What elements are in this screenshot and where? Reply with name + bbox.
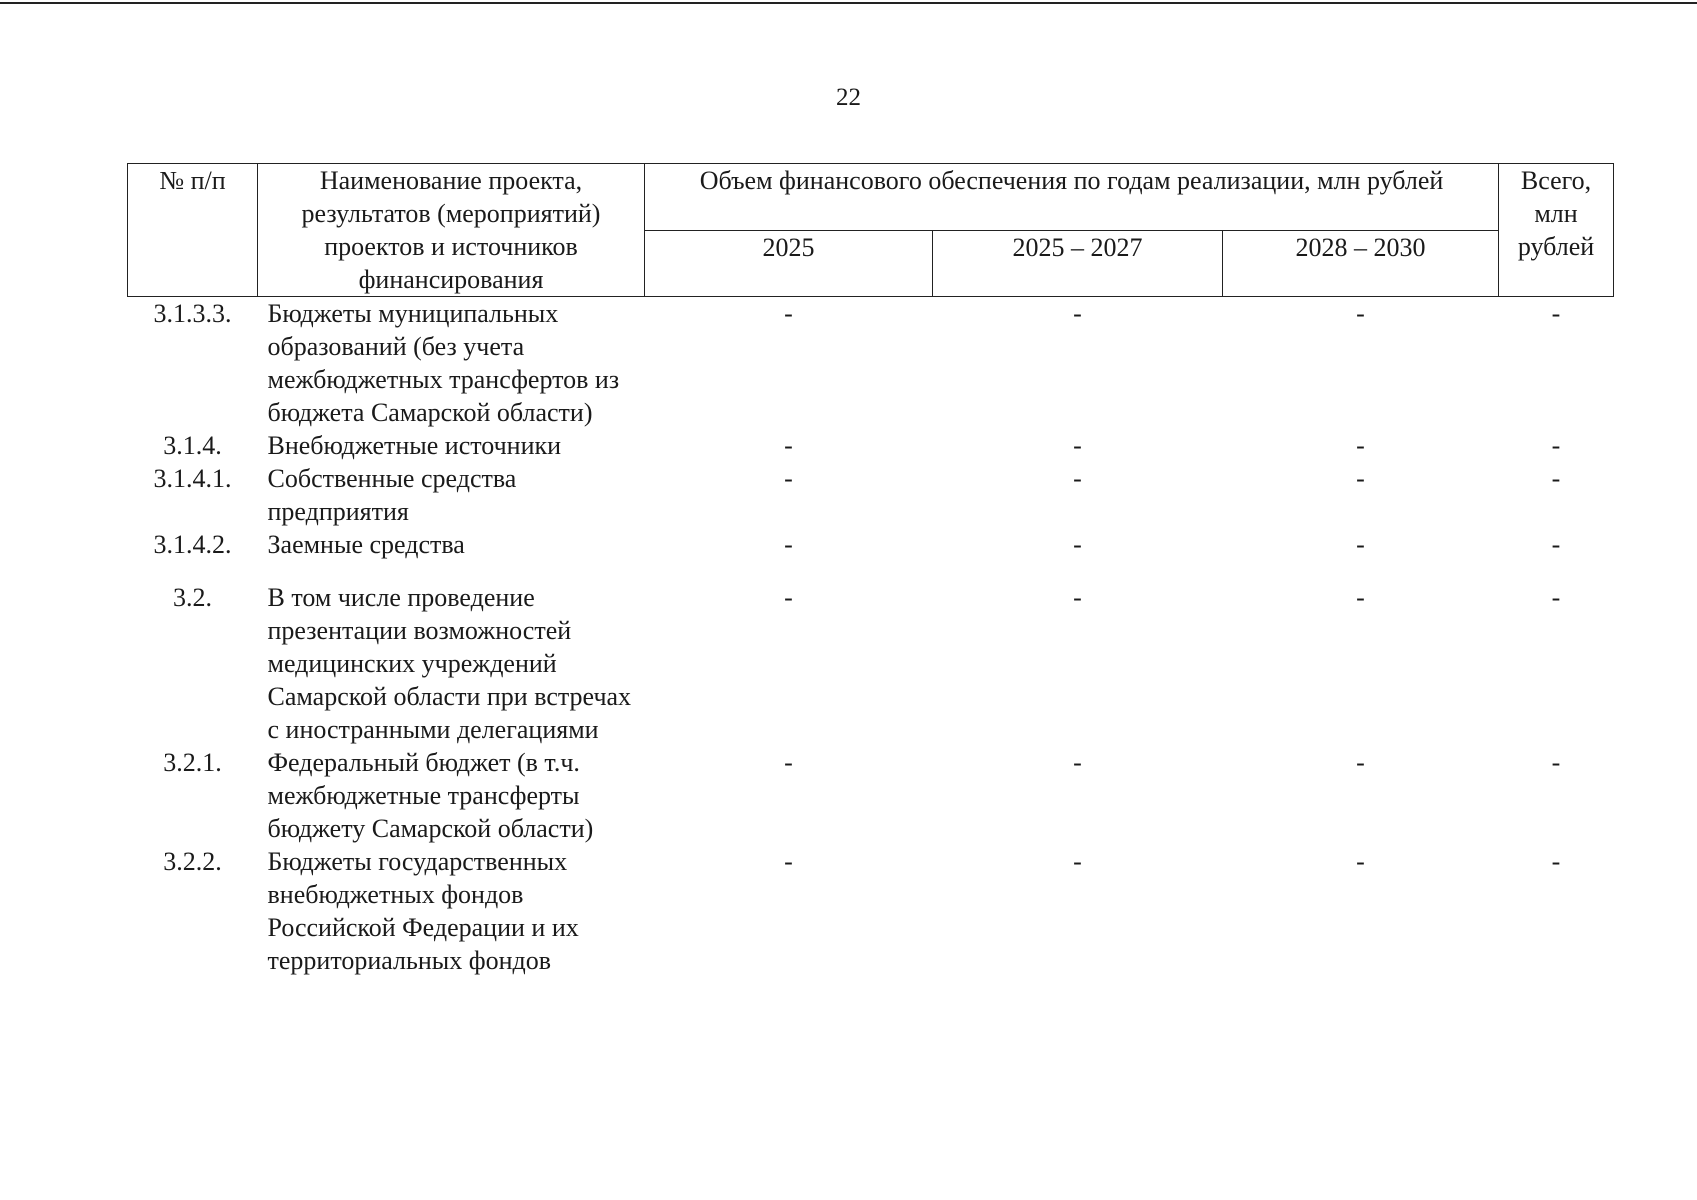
row-number: 3.1.4.1. [153,464,232,493]
row-number: 3.2.1. [163,748,222,777]
row-total: - [1551,583,1561,612]
header-total: Всего, млн рублей [1499,164,1614,297]
page-number: 22 [836,84,861,111]
row-number: 3.2. [173,583,212,612]
row-value-2025: - [784,464,793,493]
row-name: Собственные средства предприятия [267,464,517,526]
header-years-2028-2030: 2028 – 2030 [1223,230,1499,297]
row-number: 3.1.3.3. [153,299,232,328]
row-name: В том числе проведение презентации возможностей медицинских учреждений Самарской области при встречах с иностранными делегациями [267,583,632,744]
row-value-2028-2030: - [1356,530,1365,559]
table-body [128,297,1614,978]
header-name: Наименование проекта, результатов (мероприятий) проектов и источников финансирования [258,164,645,297]
header-years-2025-2027: 2025 – 2027 [933,230,1223,297]
row-value-2028-2030: - [1356,748,1365,777]
row-number: 3.2.2. [163,847,222,876]
table-header [128,164,1614,297]
header-year-2025: 2025 [645,230,933,297]
row-total: - [1551,431,1561,460]
table-row [128,528,1614,561]
header-number: № п/п [128,164,258,297]
row-name: Бюджеты муниципальных образований (без учета межбюджетных трансфертов из бюджета Самарской области) [267,299,620,427]
table-row [128,746,1614,845]
row-value-2028-2030: - [1356,847,1365,876]
table-row [128,462,1614,528]
row-value-2025: - [784,530,793,559]
top-edge-rule [0,2,1697,4]
row-value-2028-2030: - [1356,464,1365,493]
row-value-2025-2027: - [1073,847,1082,876]
row-total: - [1551,847,1561,876]
row-value-2025: - [784,847,793,876]
row-value-2025: - [784,299,793,328]
row-value-2028-2030: - [1356,583,1365,612]
row-total: - [1551,748,1561,777]
row-value-2025: - [784,748,793,777]
row-spacer [128,561,1614,581]
row-name: Заемные средства [267,530,465,559]
table-row [128,297,1614,430]
row-value-2028-2030: - [1356,299,1365,328]
row-value-2025-2027: - [1073,299,1082,328]
row-total: - [1551,464,1561,493]
row-name: Бюджеты государственных внебюджетных фондов Российской Федерации и их территориальных фондов [267,847,579,975]
row-name: Внебюджетные источники [267,431,562,460]
row-value-2025-2027: - [1073,464,1082,493]
spacer-cell [128,561,1614,581]
row-value-2025: - [784,431,793,460]
row-number: 3.1.4. [163,431,222,460]
row-value-2025-2027: - [1073,530,1082,559]
header-volume-group: Объем финансового обеспечения по годам реализации, млн рублей [645,164,1499,231]
table-row [128,845,1614,977]
row-total: - [1551,299,1561,328]
row-value-2025-2027: - [1073,431,1082,460]
row-name: Федеральный бюджет (в т.ч. межбюджетные трансферты бюджету Самарской области) [267,748,594,843]
table-row [128,429,1614,462]
row-total: - [1551,530,1561,559]
row-value-2025: - [784,583,793,612]
row-value-2025-2027: - [1073,583,1082,612]
budget-table [127,163,1614,977]
row-value-2028-2030: - [1356,431,1365,460]
table-row [128,581,1614,746]
row-value-2025-2027: - [1073,748,1082,777]
row-number: 3.1.4.2. [153,530,232,559]
